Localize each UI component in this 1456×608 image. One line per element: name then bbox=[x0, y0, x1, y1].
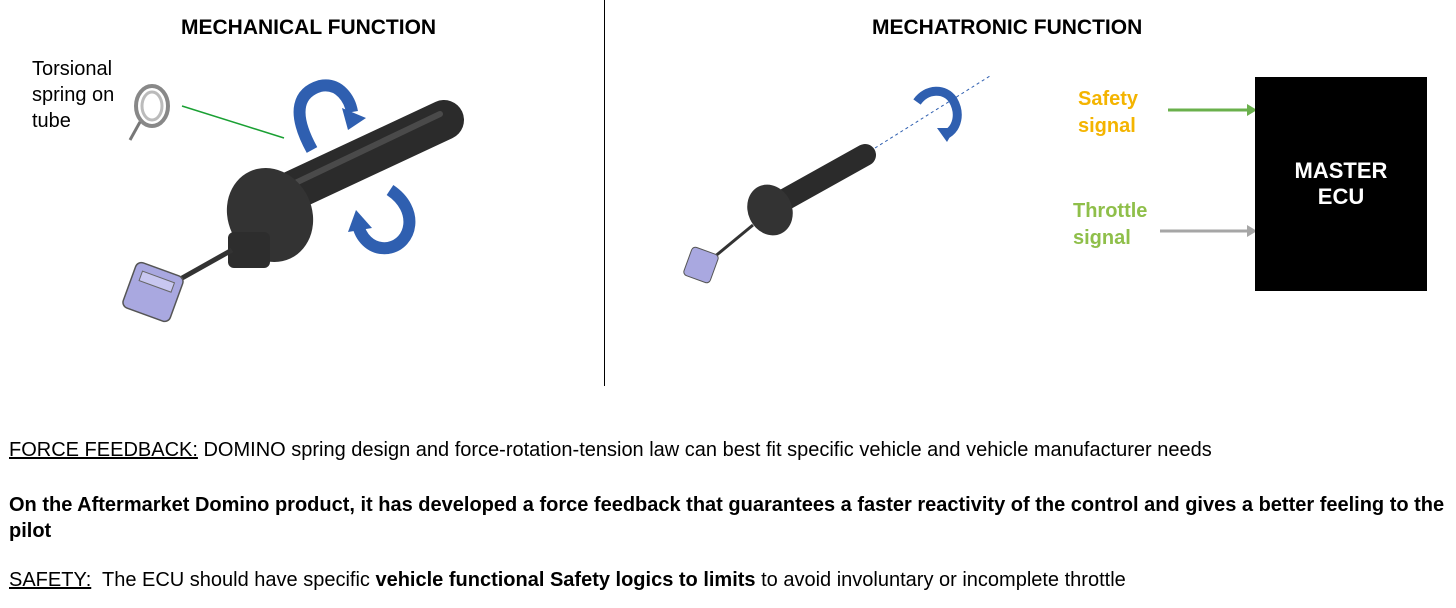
torsional-spring-label: Torsional spring on tube bbox=[32, 58, 115, 132]
force-feedback-label: FORCE FEEDBACK: bbox=[9, 439, 198, 461]
spring-leader-line bbox=[182, 106, 284, 138]
safety-post: to avoid involuntary or incomplete throttle bbox=[755, 569, 1126, 591]
throttle-grip-small bbox=[713, 155, 865, 258]
rotation-arrow-lower bbox=[358, 190, 409, 248]
mechanical-illustration bbox=[0, 0, 604, 386]
mechanical-function-title: MECHANICAL FUNCTION bbox=[181, 16, 437, 39]
master-ecu-box bbox=[1255, 77, 1427, 291]
safety-label: SAFETY: bbox=[9, 569, 92, 591]
aftermarket-paragraph: On the Aftermarket Domino product, it has developed a force feedback that guarantees a faster reactivity of the control and gives a better feeling to the pilot bbox=[9, 494, 1445, 542]
safety-pre: The ECU should have specific bbox=[91, 569, 376, 591]
master-ecu-label: MASTER ECU bbox=[1294, 158, 1388, 209]
force-feedback-body: DOMINO spring design and force-rotation-tension law can best fit specific vehicle and vehicle manufacturer needs bbox=[197, 439, 1212, 461]
rotation-arrow-upper bbox=[300, 85, 352, 150]
safety-paragraph bbox=[9, 569, 1126, 592]
connector-small bbox=[683, 246, 720, 284]
torsional-spring-icon bbox=[130, 86, 168, 140]
throttle-signal-label: Throttle signal bbox=[1073, 200, 1148, 249]
safety-signal-label: Safety signal bbox=[1078, 88, 1139, 137]
safety-bold: vehicle functional Safety logics to limits bbox=[375, 569, 756, 591]
mechatronic-function-title: MECHATRONIC FUNCTION bbox=[872, 16, 1143, 39]
rotation-axis-line bbox=[875, 76, 990, 148]
connector bbox=[121, 261, 184, 323]
rotation-arrow bbox=[917, 91, 957, 134]
force-feedback-paragraph bbox=[9, 439, 1212, 462]
